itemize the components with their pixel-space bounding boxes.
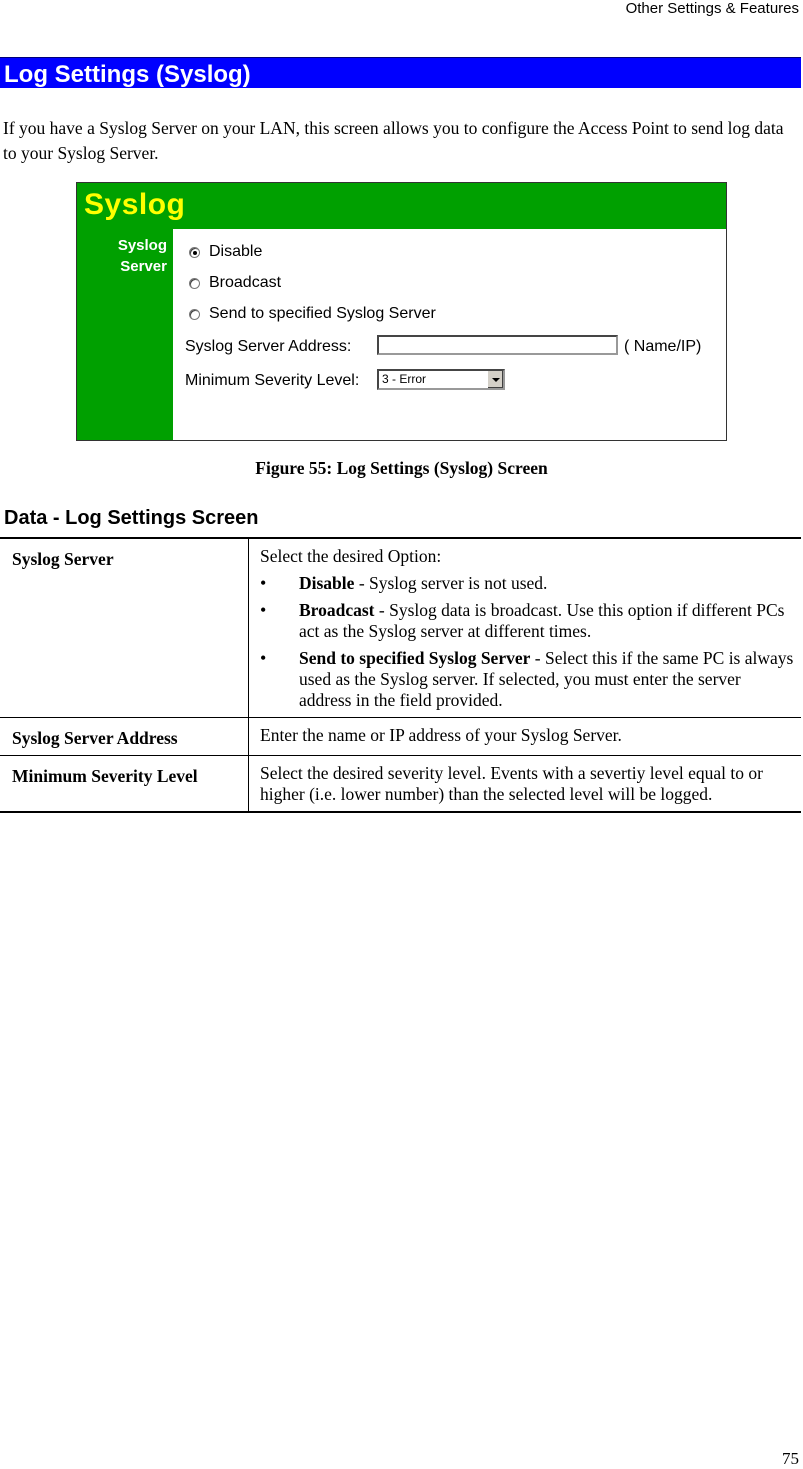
option-list bbox=[260, 573, 795, 711]
row-description: Select the desired severity level. Events with a severtiy level equal to or higher (i.e. lower number) than the selected level will be logged. bbox=[249, 756, 802, 813]
radio-specified-server-label: Send to specified Syslog Server bbox=[209, 305, 436, 322]
option-text: - Select this if the same PC is always used as the Syslog server. If selected, you must enter the server address in the field provided. bbox=[299, 648, 794, 710]
table-row bbox=[0, 756, 801, 813]
screen-sidebar bbox=[77, 229, 173, 441]
table-row bbox=[0, 718, 801, 756]
radio-broadcast[interactable] bbox=[189, 273, 281, 293]
radio-specified-server[interactable] bbox=[189, 304, 436, 324]
intro-paragraph: If you have a Syslog Server on your LAN, this screen allows you to configure the Access Point to send log data to your Syslog Server. bbox=[3, 118, 784, 163]
option-term: Send to specified Syslog Server bbox=[299, 648, 531, 668]
sidebar-label bbox=[77, 235, 167, 277]
severity-selected-value: 3 - Error bbox=[382, 372, 427, 386]
section-title: Log Settings (Syslog) bbox=[0, 57, 801, 88]
server-address-input[interactable] bbox=[377, 335, 618, 355]
row-term: Syslog Server Address bbox=[0, 718, 249, 756]
screen-title-bar bbox=[77, 183, 726, 229]
option-term: Disable bbox=[299, 573, 355, 593]
figure-caption: Figure 55: Log Settings (Syslog) Screen bbox=[255, 458, 548, 478]
radio-selected-icon[interactable] bbox=[189, 247, 200, 258]
option-term: Broadcast bbox=[299, 600, 375, 620]
screen-title: Syslog bbox=[84, 188, 186, 221]
option-text: - Syslog data is broadcast. Use this option if different PCs act as the Syslog server at different times. bbox=[299, 600, 785, 641]
radio-broadcast-label: Broadcast bbox=[209, 274, 282, 291]
severity-select[interactable] bbox=[377, 369, 505, 390]
radio-unselected-icon[interactable] bbox=[189, 309, 200, 320]
chevron-down-icon[interactable] bbox=[487, 371, 503, 388]
sidebar-label-line2: Server bbox=[120, 258, 167, 275]
table-title: Data - Log Settings Screen bbox=[4, 507, 259, 529]
running-header: Other Settings & Features bbox=[625, 0, 799, 17]
server-address-hint: ( Name/IP) bbox=[624, 338, 702, 355]
table-row bbox=[0, 538, 801, 718]
settings-table bbox=[0, 537, 801, 813]
syslog-screenshot bbox=[76, 182, 727, 441]
server-address-label: Syslog Server Address: bbox=[185, 338, 352, 355]
list-item bbox=[260, 573, 795, 594]
radio-disable[interactable] bbox=[189, 242, 262, 262]
row-term: Minimum Severity Level bbox=[0, 756, 249, 813]
row-intro: Select the desired Option: bbox=[260, 546, 442, 566]
row-term: Syslog Server bbox=[0, 538, 249, 718]
row-description bbox=[249, 538, 802, 718]
list-item bbox=[260, 648, 795, 711]
severity-label: Minimum Severity Level: bbox=[185, 372, 360, 389]
radio-unselected-icon[interactable] bbox=[189, 278, 200, 289]
list-item bbox=[260, 600, 795, 642]
sidebar-label-line1: Syslog bbox=[117, 237, 167, 254]
screen-content bbox=[173, 229, 726, 441]
radio-disable-label: Disable bbox=[209, 243, 263, 260]
option-text: - Syslog server is not used. bbox=[354, 573, 548, 593]
row-description: Enter the name or IP address of your Syslog Server. bbox=[249, 718, 802, 756]
page-number: 75 bbox=[782, 1449, 799, 1468]
